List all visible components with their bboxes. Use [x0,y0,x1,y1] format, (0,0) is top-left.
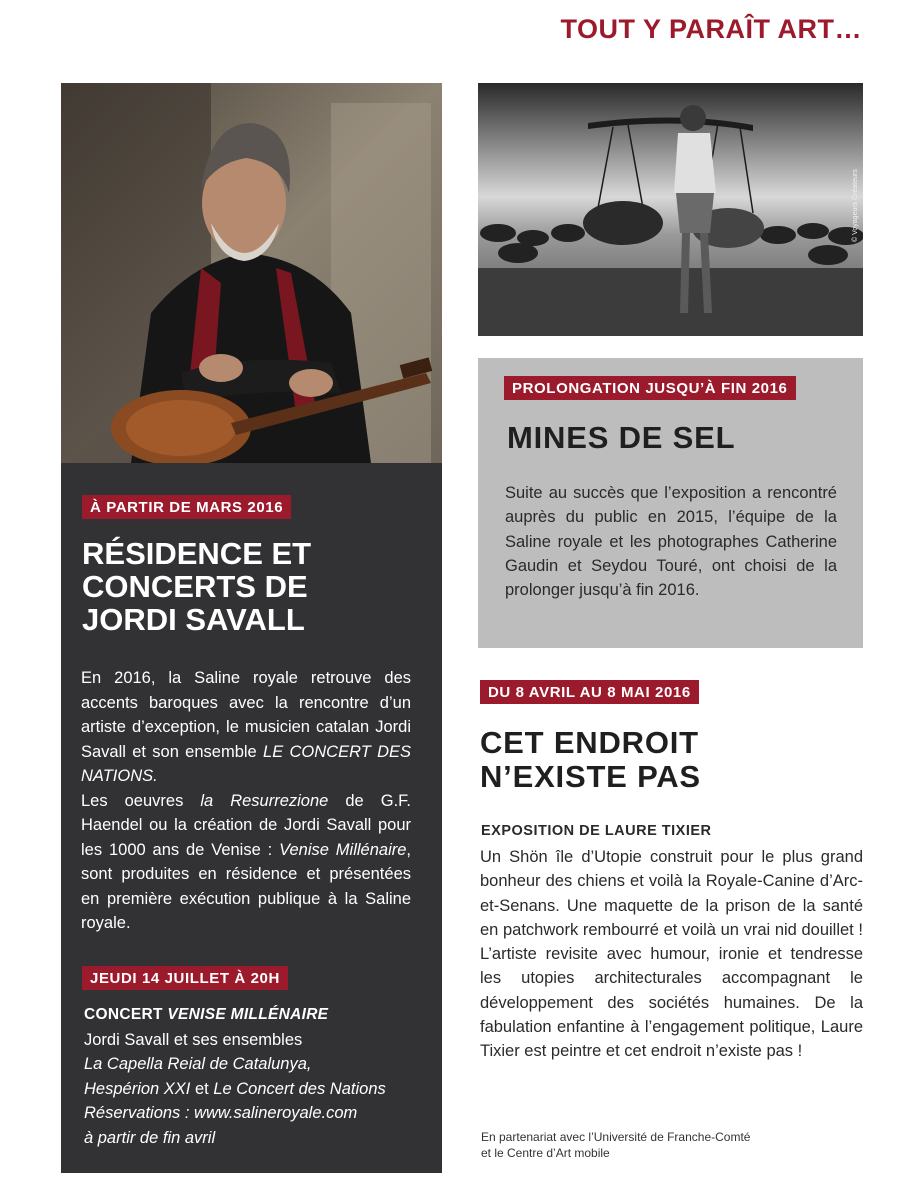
concert-line: à partir de fin avril [84,1128,216,1147]
text-span: En 2016, la Saline royale retrouve des accents baroques avec la rencontre d’un artiste d’exception, le musicien catalan Jordi Savall et son ensemble [81,669,411,761]
ensemble-name: Hespérion XXI [84,1079,191,1098]
left-title-line: RÉSIDENCE ET [82,536,312,571]
tag-prolongation: PROLONGATION JUSQU’À FIN 2016 [504,376,796,400]
left-title-line: JORDI SAVALL [82,602,305,637]
partner-line: et le Centre d’Art mobile [481,1146,610,1160]
concert-heading [84,1003,434,1028]
text-span: et [190,1079,214,1098]
musician-photo [61,83,442,463]
left-paragraph [81,789,411,936]
partner-line: En partenariat avec l’Université de Franche-Comté [481,1130,751,1144]
cet-endroit-title [480,726,810,794]
work-title: la Resurrezione [200,791,329,810]
concert-label: CONCERT [84,1006,168,1023]
ensemble-name: Le Concert des Nations [213,1079,386,1098]
concert-line: La Capella Reial de Catalunya, [84,1055,312,1073]
exposition-subtitle: EXPOSITION DE LAURE TIXIER [481,823,712,839]
tag-date: À PARTIR DE MARS 2016 [82,495,291,519]
salt-worker-photo-icon [478,83,863,336]
text-span: , sont produites en résidence et présentées en première exécution publique à la Saline royale. [81,840,412,932]
mines-title: MINES DE SEL [507,420,736,455]
text-span: Les oeuvres [81,791,201,810]
left-description [81,666,411,936]
partnership-note [481,1129,866,1161]
cet-title-line: CET ENDROIT [480,725,699,760]
tag-concert: JEUDI 14 JUILLET À 20H [82,966,288,990]
concert-name: VENISE MILLÉNAIRE [167,1006,329,1023]
work-title: Venise Millénaire [279,840,407,859]
mines-description: Suite au succès que l’exposition a rencontré auprès du public en 2015, l’équipe de la Saline royale et les photographes Catherine Gaudin et Seydou Touré, ont choisi de la prolonger jusqu’à fin 2016. [505,484,837,600]
concert-info [84,1003,434,1150]
photo-credit: © Voyageurs Créateurs [852,169,859,242]
concert-line: Jordi Savall et ses ensembles [84,1030,303,1049]
ensemble-name: LE CONCERT DES NATIONS. [81,742,412,785]
page-title: TOUT Y PARAÎT ART… [560,14,862,44]
cet-endroit-description: Un Shön île d’Utopie construit pour le plus grand bonheur des chiens et voilà la Royale-Canine d’Arc-et-Senans. Une maquette de la prison de la santé en patchwork rembourré et voilà un vrai nid douillet ! L’artiste revisite avec humour, ironie et tendresse les utopies architecturales accompagnant le développement des sociétés humaines. De la fabulation enfantine à l’engagement politique, Laure Tixier est peintre et cet endroit n’existe pas ! [480,848,863,1061]
left-paragraph [81,666,411,789]
left-title-line: CONCERTS DE [82,569,308,604]
text-span: de G.F. Haendel ou la création de Jordi Savall pour les 1000 ans de Venise : [81,791,411,859]
left-title [82,537,422,636]
reservation-link[interactable]: Réservations : www.salineroyale.com [84,1104,358,1122]
musician-photo-icon [61,83,442,463]
salt-worker-photo [478,83,863,336]
tag-dates: DU 8 AVRIL AU 8 MAI 2016 [480,680,699,704]
cet-title-line: N’EXISTE PAS [480,759,701,794]
concert-line [84,1077,434,1102]
